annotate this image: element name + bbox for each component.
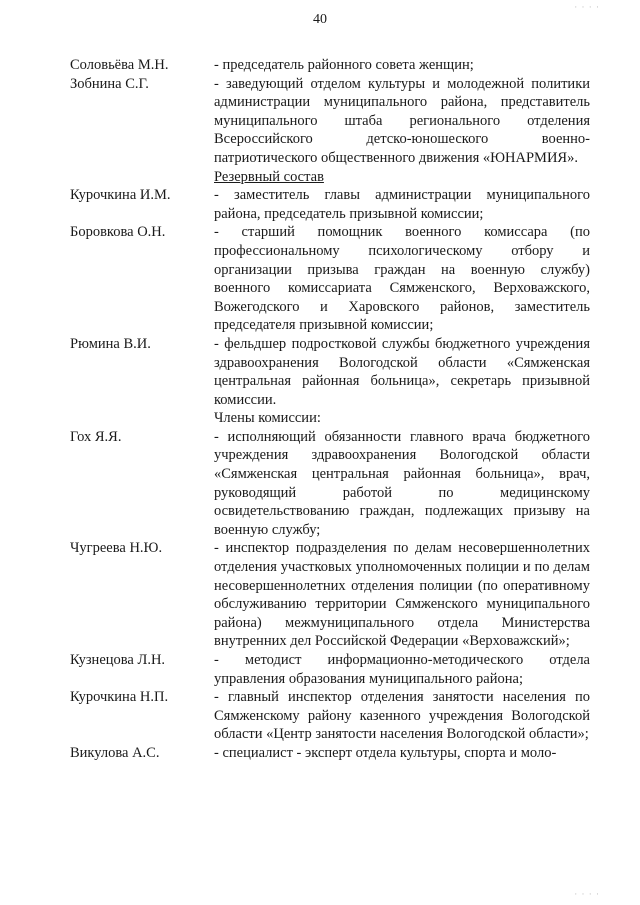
entries-reserve — [70, 186, 590, 409]
member-name: Чугреева Н.Ю. — [70, 540, 163, 557]
member-role: - старший помощник военного комиссара (по профессиональному психологическому отбору и организации призыва граждан на военную службу) военного комиссариата Сямженского, Верховажского, Вожегодского и Харовского районов, заместитель председателя призывной комиссии; — [214, 224, 590, 334]
list-item — [70, 186, 590, 223]
member-name: Курочкина И.М. — [70, 187, 171, 204]
scan-mark-bottom: · · · · — [574, 889, 600, 899]
member-name: Рюмина В.И. — [70, 335, 151, 352]
list-item — [70, 744, 590, 763]
member-name: Курочкина Н.П. — [70, 689, 169, 706]
member-name: Викулова А.С. — [70, 744, 160, 761]
list-item — [70, 335, 590, 409]
member-role: - специалист - эксперт отдела культуры, спорта и моло- — [214, 744, 557, 761]
member-name: Зобнина С.Г. — [70, 75, 149, 92]
list-item — [70, 428, 590, 540]
member-name: Кузнецова Л.Н. — [70, 652, 166, 668]
list-item — [70, 539, 590, 651]
entries-members — [70, 428, 590, 763]
list-item — [70, 223, 590, 335]
list-item — [70, 688, 590, 744]
member-role: - главный инспектор отделения занятости населения по Сямженскому району казенного учреждения Вологодской области «Центр занятости населения Вологодской области»; — [214, 689, 590, 743]
member-role: - методист информационно-методического отдела управления образования муниципального района; — [214, 652, 590, 687]
page-number: 40 — [313, 12, 327, 27]
member-name: Боровкова О.Н. — [70, 224, 166, 241]
member-role: - исполняющий обязанности главного врача бюджетного учреждения здравоохранения Вологодской области «Сямженская центральная районная больница», врач, руководящий работой по медицинскому освидетельствованию граждан, подлежащих призыву на военную службу; — [214, 428, 590, 538]
members-heading: Члены комиссии: — [214, 410, 321, 427]
scan-mark-top: · · · · — [574, 2, 600, 12]
entries-top — [70, 56, 590, 168]
list-item — [70, 651, 590, 688]
member-role: - заведующий отделом культуры и молодежной политики администрации муниципального района, представитель муниципального штаба регионального отделения Всероссийского детско-юношеского военно-патриотического общественного движения «ЮНАРМИЯ». — [214, 75, 590, 166]
list-item — [70, 56, 590, 75]
member-role: - инспектор подразделения по делам несовершеннолетних отделения участковых уполномоченных полиции и по делам несовершеннолетних отделения полиции (по оперативному обслуживанию территории Сямженского муниципального района) межмуниципального отдела Министерства внутренних дел Российской Федерации «Верховажский»; — [214, 540, 590, 650]
member-role: - председатель районного совета женщин; — [214, 57, 474, 73]
member-role: - фельдшер подростковой службы бюджетного учреждения здравоохранения Вологодской области «Сямженская центральная районная больница», секретарь призывной комиссии. — [214, 335, 590, 408]
reserve-heading: Резервный состав — [214, 168, 324, 185]
member-name: Соловьёва М.Н. — [70, 57, 169, 73]
member-role: - заместитель главы администрации муниципального района, председатель призывной комиссии; — [214, 187, 590, 222]
document-body — [70, 56, 590, 763]
list-item — [70, 75, 590, 168]
member-name: Гох Я.Я. — [70, 428, 122, 445]
